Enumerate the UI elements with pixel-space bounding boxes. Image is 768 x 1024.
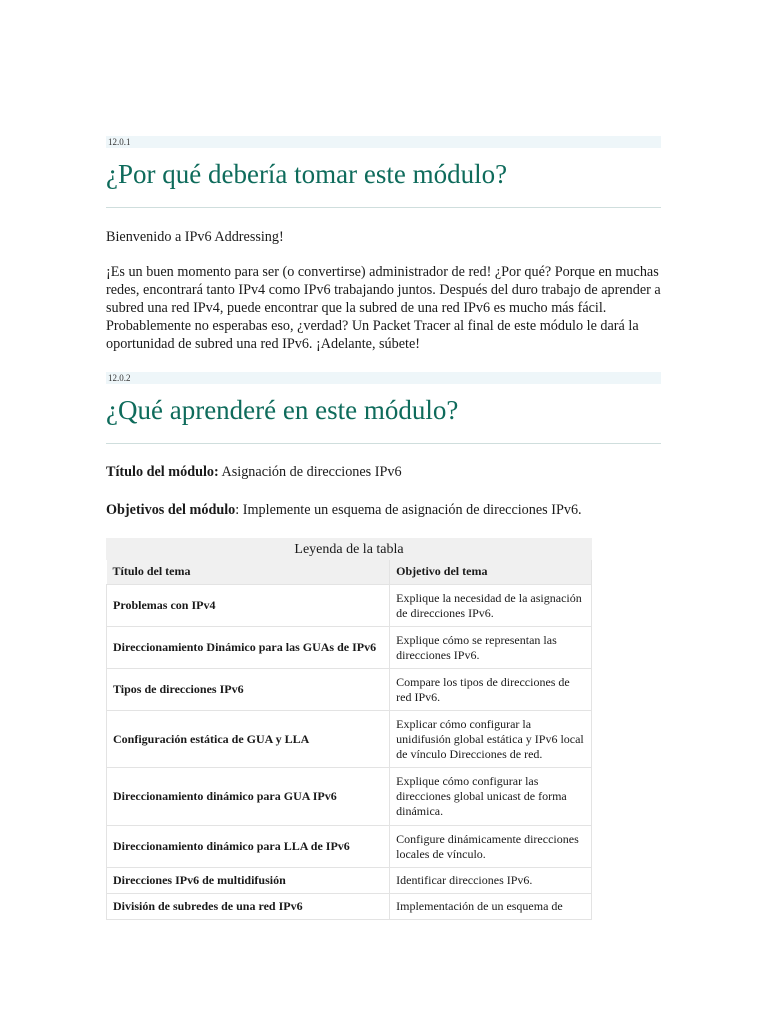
column-header-objective: Objetivo del tema (390, 560, 592, 585)
objective-cell: Configure dinámicamente direcciones locales de vínculo. (390, 826, 592, 868)
topic-cell: Direccionamiento dinámico para LLA de IPv6 (107, 826, 390, 868)
module-objectives-value: : Implemente un esquema de asignación de direcciones IPv6. (235, 502, 582, 518)
objective-cell: Explique cómo configurar las direcciones global unicast de forma dinámica. (390, 768, 592, 826)
topic-cell: Direccionamiento dinámico para GUA IPv6 (107, 768, 390, 826)
table-row (107, 711, 592, 768)
section-title: ¿Qué aprenderé en este módulo? (106, 395, 459, 425)
table-header-row (107, 560, 592, 585)
module-title-value: Asignación de direcciones IPv6 (218, 464, 402, 480)
topic-cell: Direcciones IPv6 de multidifusión (107, 868, 390, 894)
section-divider (106, 207, 661, 208)
objective-cell: Explicar cómo configurar la unidifusión global estática y IPv6 local de vínculo Direcciones de red. (390, 711, 592, 768)
section-divider (106, 443, 661, 444)
table-caption: Leyenda de la tabla (106, 538, 592, 560)
table-row (107, 627, 592, 669)
intro-paragraph: ¡Es un buen momento para ser (o convertirse) administrador de red! ¿Por qué? Porque en muchas redes, encontrará tanto IPv4 como IPv6 trabajando juntos. Después del duro trabajo de aprender a subred una red IPv4, puede encontrar que la subred de una red IPv6 es mucho más fácil. Probablemente no esperabas eso, ¿verdad? Un Packet Tracer al final de este módulo le dará la oportunidad de subred una red IPv6. ¡Adelante, súbete! (106, 264, 661, 352)
table-row (107, 826, 592, 868)
topic-cell: Direccionamiento Dinámico para las GUAs de IPv6 (107, 627, 390, 669)
objective-cell: Explique cómo se representan las direcciones IPv6. (390, 627, 592, 669)
table-row (107, 669, 592, 711)
topics-table (106, 538, 592, 920)
module-objectives-label: Objetivos del módulo (106, 502, 236, 518)
section-number: 12.0.1 (106, 136, 661, 148)
objective-cell: Explique la necesidad de la asignación de direcciones IPv6. (390, 585, 592, 627)
objective-cell: Implementación de un esquema de (390, 894, 592, 920)
topic-cell: Configuración estática de GUA y LLA (107, 711, 390, 768)
section-number: 12.0.2 (106, 372, 661, 384)
objective-cell: Identificar direcciones IPv6. (390, 868, 592, 894)
module-title-label: Título del módulo: (106, 464, 219, 480)
topic-cell: División de subredes de una red IPv6 (107, 894, 390, 920)
topic-cell: Problemas con IPv4 (107, 585, 390, 627)
module-title-line (106, 463, 666, 481)
welcome-text: Bienvenido a IPv6 Addressing! (106, 229, 284, 245)
table-row (107, 585, 592, 627)
table-row (107, 894, 592, 920)
column-header-topic: Título del tema (107, 560, 390, 585)
table-row (107, 868, 592, 894)
table-row (107, 768, 592, 826)
objective-cell: Compare los tipos de direcciones de red IPv6. (390, 669, 592, 711)
topic-cell: Tipos de direcciones IPv6 (107, 669, 390, 711)
section-title: ¿Por qué debería tomar este módulo? (106, 159, 508, 189)
module-objectives-line (106, 501, 666, 519)
